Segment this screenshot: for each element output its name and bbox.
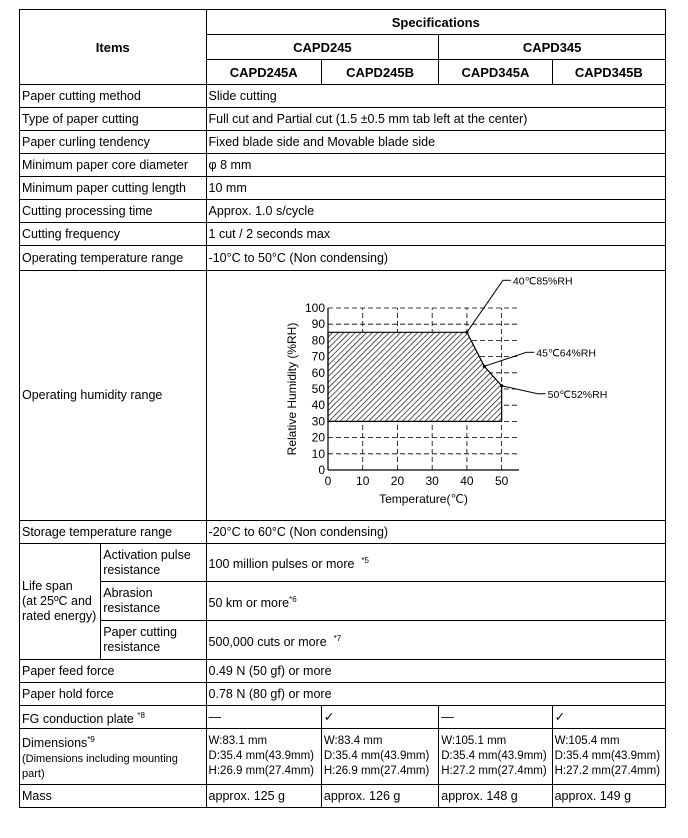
fg-value: — [206,706,321,729]
life-span-label [20,544,101,660]
dim-w: W:83.1 mm [208,735,268,747]
row-label [20,706,207,729]
row-label: Paper curling tendency [20,131,207,154]
label-text: FG conduction plate [22,711,134,726]
sub-label-line: resistance [103,640,161,654]
y-tick-label: 60 [311,365,325,380]
table-row [20,706,666,729]
sub-label-line: Paper cutting [103,625,177,639]
row-value: -10°C to 50°C (Non condensing) [206,246,665,271]
x-tick-label: 0 [324,474,331,488]
x-tick-label: 30 [425,474,439,488]
sub-label [101,544,206,582]
row-value: Slide cutting [206,85,665,108]
footnote-mark: *6 [289,594,297,604]
row-value: 1 cut / 2 seconds max [206,223,665,246]
mass-value: approx. 126 g [321,785,438,808]
y-tick-label: 40 [311,398,325,413]
mass-value: approx. 149 g [552,785,665,808]
operating-region [328,332,502,421]
label-text: Dimensions [22,735,88,750]
value-text: 500,000 cuts or more [208,634,327,649]
table-row [20,223,666,246]
table-row [20,621,666,660]
footnote-mark: *9 [87,734,95,744]
table-row [20,683,666,706]
row-value [206,582,665,621]
dim-d: D:35.4 mm(43.9mm) [441,750,547,762]
row-label: Operating temperature range [20,246,207,271]
sub-label-line: resistance [103,601,161,615]
dimension-value [206,729,321,785]
table-row [20,660,666,683]
row-label: Minimum paper cutting length [20,177,207,200]
row-value: Full cut and Partial cut (1.5 ±0.5 mm tab left at the center) [206,108,665,131]
fg-value: ✓ [321,706,438,729]
value-text: 50 km or more [208,595,290,610]
annotation-label: 40℃85%RH [512,275,573,288]
x-tick-label: 20 [390,474,404,488]
dim-w: W:105.1 mm [441,735,507,747]
dim-w: W:83.4 mm [323,735,383,747]
x-tick-label: 10 [355,474,369,488]
model-header: CAPD345A [439,60,552,85]
row-label: Operating humidity range [20,271,207,521]
y-tick-label: 10 [311,446,325,461]
row-value: Approx. 1.0 s/cycle [206,200,665,223]
y-tick-label: 0 [317,463,325,477]
row-value [206,544,665,582]
model-header: CAPD245A [206,60,321,85]
annotation-point [465,331,468,334]
humidity-chart-cell [206,271,665,521]
fg-value: — [439,706,552,729]
dim-h: H:26.9 mm(27.4mm) [323,765,430,777]
group-header-capd245: CAPD245 [206,35,439,60]
row-label: Minimum paper core diameter [20,154,207,177]
sub-label [101,582,206,621]
table-row [20,729,666,785]
mass-value: approx. 125 g [206,785,321,808]
annotation-leader [501,386,537,394]
row-value: 10 mm [206,177,665,200]
row-label [20,729,207,785]
dim-d: D:35.4 mm(43.9mm) [554,750,661,762]
row-label: Paper hold force [20,683,207,706]
sub-label-line: Abrasion [103,586,153,600]
items-header: Items [20,10,207,85]
specifications-table [19,9,666,808]
dim-w: W:105.4 mm [554,735,620,747]
y-tick-label: 80 [311,333,325,348]
row-value [206,621,665,660]
mass-value: approx. 148 g [439,785,552,808]
sub-label [101,621,206,660]
life-span-label-line: (at 25ºC and [22,594,92,608]
footnote-mark: *8 [137,710,145,720]
footnote-mark: *7 [333,633,342,643]
dim-d: D:35.4 mm(43.9mm) [323,750,430,762]
dim-h: H:27.2 mm(27.4mm) [441,765,547,777]
footnote-mark: *5 [361,556,369,565]
table-row [20,521,666,544]
life-span-label-line: Life span [22,579,73,593]
annotation-label: 45℃64%RH [535,347,596,360]
y-tick-label: 100 [304,301,325,315]
annotation-label: 50℃52%RH [547,388,607,401]
dimension-value [321,729,438,785]
fg-value: ✓ [552,706,665,729]
table-row [20,785,666,808]
x-tick-label: 50 [494,474,508,488]
row-label: Paper feed force [20,660,207,683]
group-header-capd345: CAPD345 [439,35,666,60]
table-row [20,177,666,200]
table-row [20,85,666,108]
sub-label-line: Activation pulse [103,547,191,562]
row-label: Cutting frequency [20,223,207,246]
y-tick-label: 50 [311,382,325,396]
table-row [20,271,666,521]
model-header: CAPD245B [321,60,438,85]
dim-d: D:35.4 mm(43.9mm) [208,750,314,762]
row-value: 0.49 N (50 gf) or more [206,660,665,683]
table-row [20,544,666,582]
annotation-point [482,365,485,368]
table-row [20,108,666,131]
x-tick-label: 40 [459,474,474,488]
y-tick-label: 90 [311,317,325,332]
table-row [20,582,666,621]
life-span-label-line: rated energy) [22,609,97,623]
table-row [20,200,666,223]
row-label: Paper cutting method [20,85,207,108]
sub-label-line: resistance [103,562,161,577]
model-header: CAPD345B [552,60,665,85]
table-row [20,131,666,154]
row-value: Fixed blade side and Movable blade side [206,131,665,154]
dim-h: H:27.2 mm(27.4mm) [554,765,661,777]
y-tick-label: 20 [311,430,325,445]
table-row [20,154,666,177]
annotation-leader [484,352,526,366]
value-text: 100 million pulses or more [208,557,355,571]
row-label: Type of paper cutting [20,108,207,131]
y-axis-label: Relative Humidity (%RH) [284,322,299,456]
specifications-header: Specifications [206,10,665,35]
x-axis-label: Temperature(℃) [378,492,468,506]
sublabel-text: part) [22,767,45,780]
dimension-value [439,729,552,785]
row-value: 0.78 N (80 gf) or more [206,683,665,706]
y-tick-label: 70 [311,349,325,364]
row-value: -20°C to 60°C (Non condensing) [206,521,665,544]
y-tick-label: 30 [311,414,325,429]
dimension-value [552,729,665,785]
humidity-chart [207,271,665,520]
table-row [20,246,666,271]
row-value: φ 8 mm [206,154,665,177]
annotation-point [500,384,503,387]
row-label: Storage temperature range [20,521,207,544]
row-label: Mass [20,785,207,808]
sublabel-text: (Dimensions including mounting [22,752,178,765]
row-label: Cutting processing time [20,200,207,223]
dim-h: H:26.9 mm(27.4mm) [208,765,314,777]
